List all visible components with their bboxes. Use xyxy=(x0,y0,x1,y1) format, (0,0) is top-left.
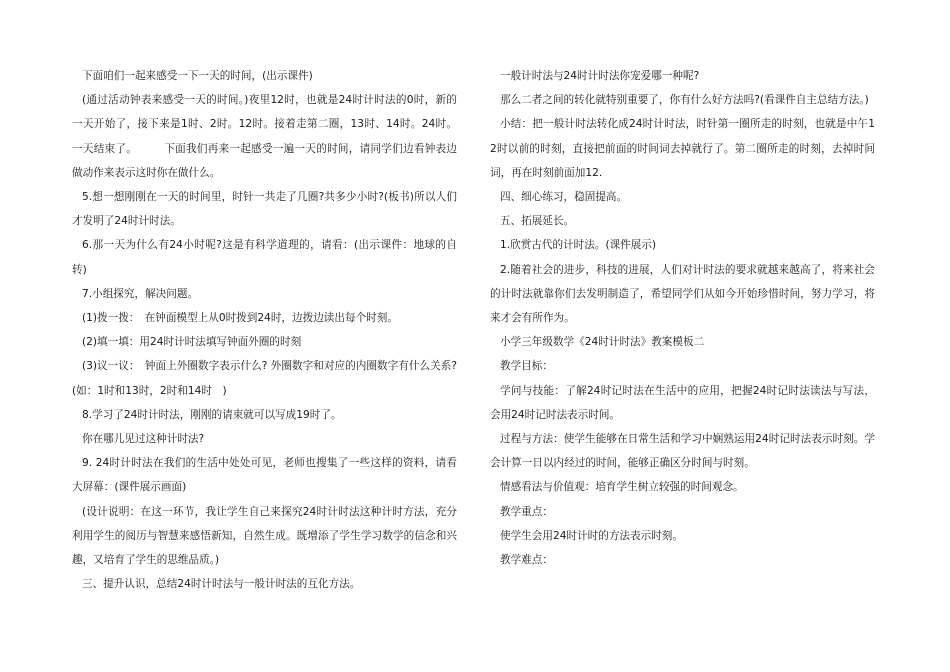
section-label: 教学目标： xyxy=(500,360,553,373)
paragraph: 你在哪儿见过这种计时法? xyxy=(82,433,205,446)
paragraph: 8.学习了24时计时法，刚刚的请束就可以写成19时了。 xyxy=(82,408,342,421)
paragraph: 2.随着社会的进步，科技的进展，人们对计时法的要求就越来越高了，将来社会的计时法就靠你们去发明制造了，希望同学们从如今开始珍惜时间，努力学习，将来才会有所作为。 xyxy=(490,263,875,325)
section-heading: 三、提升认识，总结24时计时法与一般计时法的互化方法。 xyxy=(82,578,361,591)
paragraph: 学问与技能：了解24时记时法在生活中的应用，把握24时记时法读法与写法，会用24时记时法表示时间。 xyxy=(490,384,875,421)
paragraph: 过程与方法：使学生能够在日常生活和学习中娴熟运用24时记时法表示时刻。学会计算一日以内经过的时间，能够正确区分时间与时刻。 xyxy=(490,433,875,470)
document-title: 小学三年级数学《24时计时法》教案模板二 xyxy=(500,336,705,349)
paragraph: 9. 24时计时法在我们的生活中处处可见，老师也搜集了一些这样的资料，请看大屏幕：(课件展示画面) xyxy=(72,457,457,494)
paragraph: (2)填一填：用24时计时法填写钟面外圈的时刻 xyxy=(82,336,302,349)
paragraph: (通过活动钟表来感受一天的时间。)夜里12时，也就是24时计时法的0时，新的一天开始了，接下来是1时、2时。12时。接着走第二圈，13时、14时。24时。一天结束了。 下面我们再来一起感受一遍一天的时间，请同学们边看钟表边做动作来表示这时你在做什么。 xyxy=(72,94,457,179)
section-label: 教学难点： xyxy=(500,554,553,567)
section-heading: 五、拓展延长。 xyxy=(500,215,575,228)
section-label: 教学重点： xyxy=(500,505,553,518)
paragraph: 那么二者之间的转化就特别重要了，你有什么好方法吗?(看课件自主总结方法。) xyxy=(500,94,869,107)
left-column xyxy=(72,64,457,596)
paragraph: 1.欣赏古代的计时法。(课件展示) xyxy=(500,239,657,252)
paragraph: 情感看法与价值观：培育学生树立较强的时间观念。 xyxy=(500,481,744,494)
paragraph: 6.那一天为什么有24小时呢?这是有科学道理的，请看：(出示课件：地球的自转) xyxy=(72,239,457,276)
paragraph: (设计说明：在这一环节，我让学生自己来探究24时计时法这种计时方法，充分利用学生的阅历与智慧来感悟新知，自然生成。既增添了学生学习数学的信念和兴趣，又培育了学生的思维品质。) xyxy=(72,505,457,567)
paragraph: (3)议一议： 钟面上外圈数字表示什么? 外圈数字和对应的内圈数字有什么关系? (如：1时和13时，2时和14时 ) xyxy=(72,360,457,397)
paragraph: 一般计时法与24时计时法你宠爱哪一种呢? xyxy=(500,70,700,82)
paragraph: 5.想一想刚刚在一天的时间里，时针一共走了几圈?共多少小时?(板书)所以人们才发明了24时计时法。 xyxy=(72,191,457,228)
paragraph: 小结：把一般计时法转化成24时计时法，时针第一圈所走的时刻，也就是中午12时以前的时刻，直接把前面的时间词去掉就行了。第二圈所走的时刻，去掉时间词，再在时刻前面加12. xyxy=(490,118,875,179)
paragraph: 下面咱们一起来感受一下一天的时间，(出示课件) xyxy=(82,70,313,82)
section-heading: 四、细心练习，稳固提高。 xyxy=(500,191,628,204)
paragraph: 7.小组探究，解决问题。 xyxy=(82,287,199,300)
paragraph: (1)拨一拨： 在钟面模型上从0时拨到24时，边拨边读出每个时刻。 xyxy=(82,312,398,325)
paragraph: 使学生会用24时计时的方法表示时刻。 xyxy=(500,529,683,542)
right-column xyxy=(490,64,875,572)
